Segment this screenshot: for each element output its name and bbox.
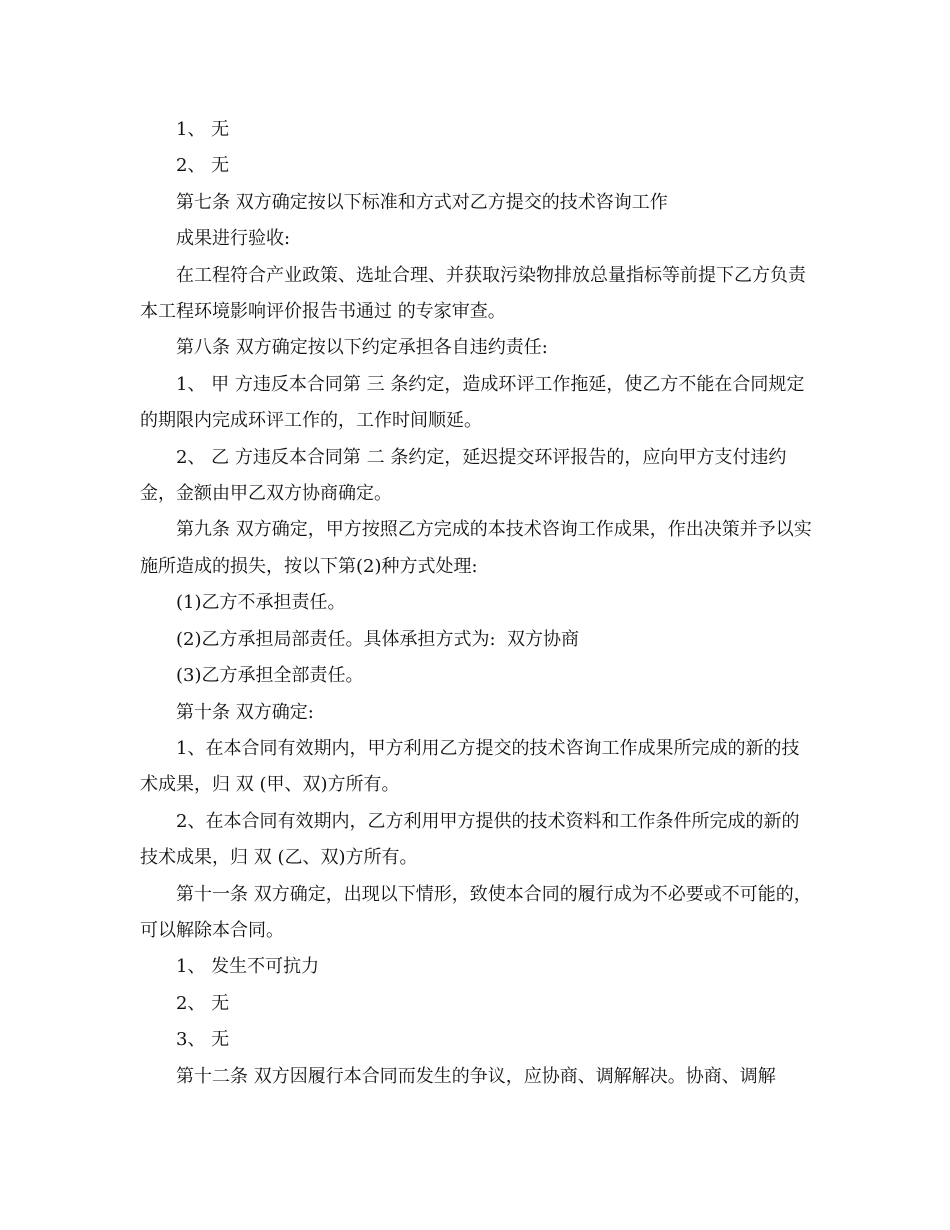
article-8-heading: 第八条 双方确定按以下约定承担各自违约责任:	[176, 337, 548, 359]
article-8-clause-1: 1、 甲 方违反本合同第 三 条约定，造成环评工作拖延，使乙方不能在合同规定的期限内完成环评工作的，工作时间顺延。	[140, 373, 805, 432]
article-10-clause-1: 1、在本合同有效期内，甲方利用乙方提交的技术咨询工作成果所完成的新的技术成果，归 双 (甲、双)方所有。	[140, 737, 800, 796]
article-9-heading: 第九条 双方确定，甲方按照乙方完成的本技术咨询工作成果，作出决策并予以实施所造成的损失，按以下第(2)种方式处理:	[140, 519, 812, 577]
article-7-continued: 成果进行验收:	[176, 228, 291, 250]
document-body	[140, 112, 812, 1095]
article-10-clause-2: 2、在本合同有效期内，乙方利用甲方提供的技术资料和工作条件所完成的新的技术成果，归 双 (乙、双)方所有。	[140, 810, 800, 869]
article-8-clause-2: 2、 乙 方违反本合同第 二 条约定，延迟提交环评报告的，应向甲方支付违约金，金额由甲乙双方协商确定。	[140, 446, 787, 505]
article-11-item-1: 1、 发生不可抗力	[176, 956, 320, 978]
paragraph-item-1: 1、 无	[176, 119, 230, 140]
article-9-option-2: (2)乙方承担局部责任。具体承担方式为: 双方协商	[176, 628, 580, 650]
article-11-item-2: 2、 无	[176, 992, 230, 1014]
article-11-item-3: 3、 无	[176, 1029, 230, 1051]
article-7-heading: 第七条 双方确定按以下标准和方式对乙方提交的技术咨询工作	[176, 191, 668, 213]
article-9-option-3: (3)乙方承担全部责任。	[176, 665, 364, 687]
article-10-heading: 第十条 双方确定:	[176, 701, 314, 723]
article-7-standard: 在工程符合产业政策、选址合理、并获取污染物排放总量指标等前提下乙方负责本工程环境影响评价报告书通过 的专家审查。	[140, 264, 806, 323]
article-9-option-1: (1)乙方不承担责任。	[176, 592, 346, 614]
article-12-heading: 第十二条 双方因履行本合同而发生的争议，应协商、调解解决。协商、调解	[176, 1065, 776, 1087]
article-11-heading: 第十一条 双方确定，出现以下情形，致使本合同的履行成为不必要或不可能的，可以解除本合同。	[140, 883, 812, 941]
paragraph-item-2: 2、 无	[176, 155, 230, 177]
